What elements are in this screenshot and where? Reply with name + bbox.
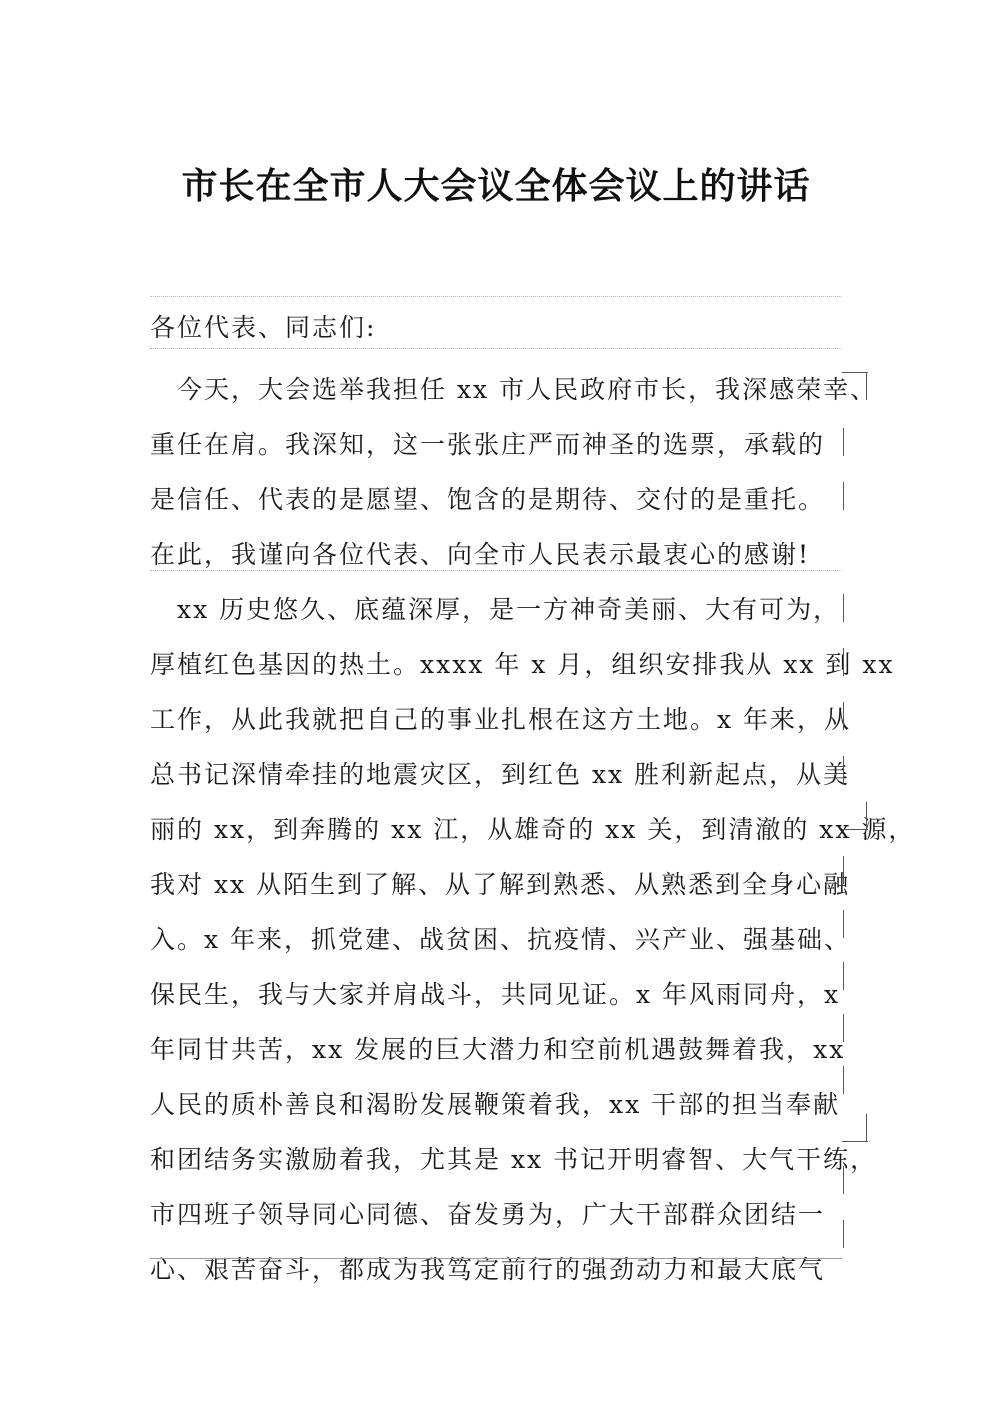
paragraph-2-line: 我对 xx 从陌生到了解、从了解到熟悉、从熟悉到全身心融 — [150, 870, 851, 899]
margin-mark — [843, 702, 844, 730]
document-title: 市长在全市人大会议全体会议上的讲话 — [181, 166, 811, 207]
salutation: 各位代表、同志们: — [150, 313, 377, 342]
margin-mark — [843, 1014, 844, 1042]
margin-mark — [843, 1220, 844, 1248]
margin-mark — [843, 962, 844, 990]
paragraph-2-line: 总书记深情牵挂的地震灾区，到红色 xx 胜利新起点，从美 — [150, 760, 851, 789]
paragraph-1-bottom-rule — [150, 570, 842, 571]
salutation-bottom-rule — [150, 348, 842, 349]
paragraph-2-line: 年同甘共苦，xx 发展的巨大潜力和空前机遇鼓舞着我，xx — [150, 1035, 846, 1064]
margin-mark — [843, 856, 844, 884]
margin-mark — [842, 1141, 868, 1142]
paragraph-1-line: 今天，大会选举我担任 xx 市人民政府市长，我深感荣幸、 — [150, 375, 878, 404]
paragraph-1 — [150, 362, 878, 582]
margin-mark — [843, 910, 844, 938]
margin-mark — [843, 1066, 844, 1094]
paragraph-1-line: 是信任、代表的是愿望、饱含的是期待、交付的是重托。 — [150, 485, 826, 514]
margin-mark — [843, 756, 844, 784]
paragraph-1-line: 重任在肩。我深知，这一张张庄严而神圣的选票，承载的 — [150, 430, 826, 459]
paragraph-2-line: 厚植红色基因的热土。xxxx 年 x 月，组织安排我从 xx 到 xx — [150, 650, 895, 679]
paragraph-2-line: 心、艰苦奋斗，都成为我笃定前行的强劲动力和最大底气 — [150, 1255, 826, 1284]
margin-mark — [843, 1166, 844, 1194]
paragraph-2-line: 人民的质朴善良和渴盼发展鞭策着我，xx 干部的担当奉献 — [150, 1090, 841, 1119]
margin-mark — [843, 594, 844, 622]
paragraph-2-line: xx 历史悠久、底蕴深厚，是一方神奇美丽、大有可为， — [150, 595, 841, 624]
margin-mark — [843, 648, 844, 676]
margin-mark — [842, 372, 868, 373]
page-bottom-rule — [150, 1258, 842, 1259]
paragraph-2-line: 入。x 年来，抓党建、战贫困、抗疫情、兴产业、强基础、 — [150, 925, 852, 954]
margin-mark — [842, 829, 868, 830]
paragraph-2-line: 工作，从此我就把自己的事业扎根在这方土地。x 年来，从 — [150, 705, 852, 734]
paragraph-2-line: 丽的 xx，到奔腾的 xx 江，从雄奇的 xx 关，到清澈的 xx 源， — [150, 815, 916, 844]
margin-mark — [866, 802, 867, 830]
margin-mark — [866, 1114, 867, 1142]
paragraph-1-line: 在此，我谨向各位代表、向全市人民表示最衷心的感谢! — [150, 540, 811, 569]
paragraph-2-line: 市四班子领导同心同德、奋发勇为，广大干部群众团结一 — [150, 1200, 826, 1229]
paragraph-2-line: 和团结务实激励着我，尤其是 xx 书记开明睿智、大气干练， — [150, 1145, 878, 1174]
margin-mark — [843, 482, 844, 510]
paragraph-2 — [150, 582, 916, 1297]
margin-mark — [843, 428, 844, 456]
margin-mark — [866, 372, 867, 400]
salutation-top-rule — [150, 296, 842, 297]
paragraph-2-line: 保民生，我与大家并肩战斗，共同见证。x 年风雨同舟，x — [150, 980, 841, 1009]
